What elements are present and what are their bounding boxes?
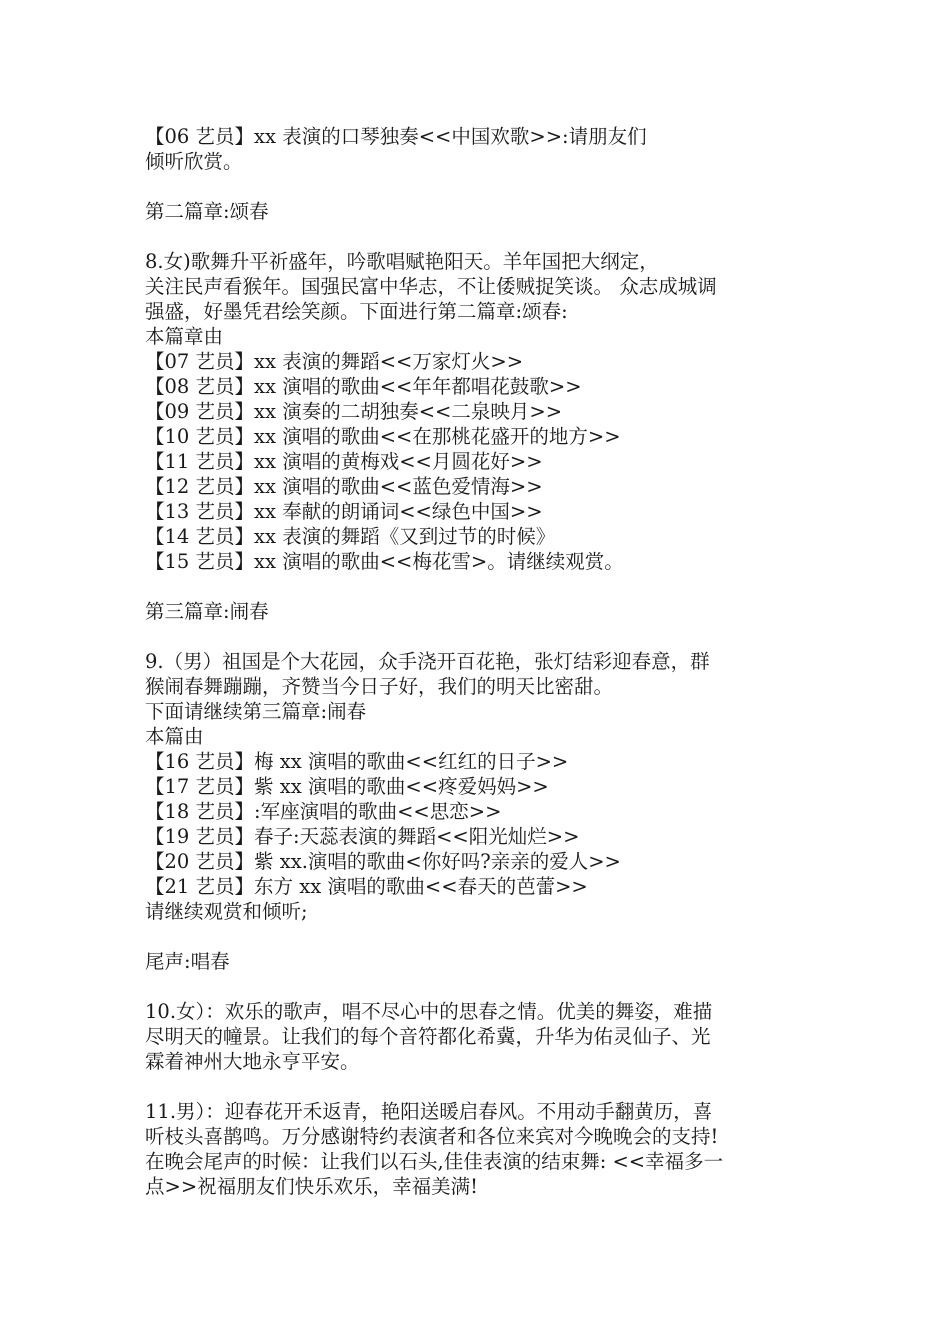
text-line: 听枝头喜鹊鸣。万分感谢特约表演者和各位来宾对今晚晚会的支持! bbox=[145, 1125, 719, 1148]
program-item: 【21 艺员】东方 xx 演唱的歌曲<<春天的芭蕾>> bbox=[145, 875, 588, 898]
text-line: 尽明天的幢景。让我们的每个音符都化希冀，升华为佑灵仙子、光 bbox=[145, 1025, 711, 1048]
text-line: 本篇章由 bbox=[145, 325, 224, 348]
program-item: 【11 艺员】xx 演唱的黄梅戏<<月圆花好>> bbox=[145, 450, 543, 473]
text-line: 倾听欣赏。 bbox=[145, 150, 243, 173]
section-heading: 第二篇章:颂春 bbox=[145, 200, 269, 223]
program-item: 【14 艺员】xx 表演的舞蹈《又到过节的时候》 bbox=[145, 525, 556, 548]
program-item: 【08 艺员】xx 演唱的歌曲<<年年都唱花鼓歌>> bbox=[145, 375, 582, 398]
program-item: 【07 艺员】xx 表演的舞蹈<<万家灯火>> bbox=[145, 350, 524, 373]
text-line: 请继续观赏和倾听; bbox=[145, 900, 308, 923]
section-heading: 第三篇章:闹春 bbox=[145, 600, 269, 623]
text-line: 关注民声看猴年。国强民富中华志，不让倭贼捉笑谈。 众志成城调 bbox=[145, 275, 717, 298]
text-line: 【06 艺员】xx 表演的口琴独奏<<中国欢歌>>:请朋友们 bbox=[145, 125, 647, 148]
program-item: 【17 艺员】紫 xx 演唱的歌曲<<疼爱妈妈>> bbox=[145, 775, 549, 798]
document-body bbox=[145, 124, 815, 1199]
program-item: 【19 艺员】春子:天蕊表演的舞蹈<<阳光灿烂>> bbox=[145, 825, 580, 848]
program-item: 【20 艺员】紫 xx.演唱的歌曲<你好吗?亲亲的爱人>> bbox=[145, 850, 621, 873]
text-line: 9.（男）祖国是个大花园，众手浇开百花艳，张灯结彩迎春意，群 bbox=[145, 650, 710, 673]
blank-line bbox=[145, 974, 815, 999]
text-line: 猴闹春舞蹦蹦，齐赞当今日子好，我们的明天比密甜。 bbox=[145, 675, 614, 698]
blank-line bbox=[145, 174, 815, 199]
text-line: 点>>祝福朋友们快乐欢乐，幸福美满! bbox=[145, 1175, 479, 1198]
section-heading: 尾声:唱春 bbox=[145, 950, 230, 973]
program-item: 【10 艺员】xx 演唱的歌曲<<在那桃花盛开的地方>> bbox=[145, 425, 621, 448]
program-item: 【12 艺员】xx 演唱的歌曲<<蓝色爱情海>> bbox=[145, 475, 543, 498]
program-item: 【15 艺员】xx 演唱的歌曲<<梅花雪>。请继续观赏。 bbox=[145, 550, 624, 573]
text-line: 霖着神州大地永亨平安。 bbox=[145, 1050, 360, 1073]
text-line: 强盛，好墨凭君绘笑颜。下面进行第二篇章:颂春: bbox=[145, 300, 568, 323]
blank-line bbox=[145, 924, 815, 949]
text-line: 10.女）：欢乐的歌声，唱不尽心中的思春之情。优美的舞姿，难描 bbox=[145, 1000, 713, 1023]
text-line: 在晚会尾声的时候：让我们以石头,佳佳表演的结束舞: <<幸福多一 bbox=[145, 1150, 724, 1173]
program-item: 【13 艺员】xx 奉献的朗诵词<<绿色中国>> bbox=[145, 500, 543, 523]
blank-line bbox=[145, 574, 815, 599]
text-line: 本篇由 bbox=[145, 725, 204, 748]
blank-line bbox=[145, 624, 815, 649]
program-item: 【16 艺员】梅 xx 演唱的歌曲<<红红的日子>> bbox=[145, 750, 569, 773]
text-line: 11.男）：迎春花开禾返青，艳阳送暖启春风。不用动手翻黄历，喜 bbox=[145, 1100, 713, 1123]
blank-line bbox=[145, 1074, 815, 1099]
program-item: 【09 艺员】xx 演奏的二胡独奏<<二泉映月>> bbox=[145, 400, 563, 423]
program-item: 【18 艺员】:军座演唱的歌曲<<思恋>> bbox=[145, 800, 502, 823]
text-line: 8.女)歌舞升平祈盛年，吟歌唱赋艳阳天。羊年国把大纲定， bbox=[145, 250, 659, 273]
text-line: 下面请继续第三篇章:闹春 bbox=[145, 700, 367, 723]
blank-line bbox=[145, 224, 815, 249]
